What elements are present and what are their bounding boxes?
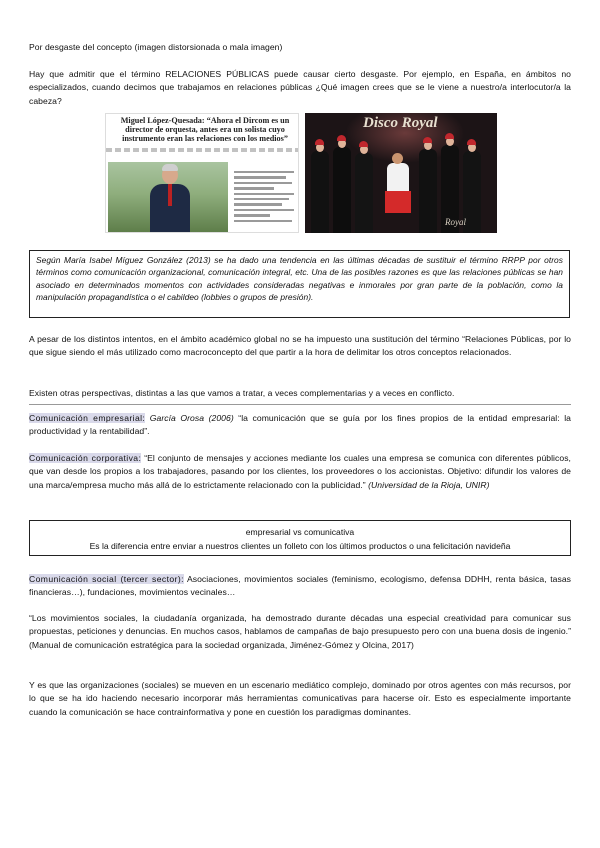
illustration-images [105,113,497,233]
final-paragraph: Y es que las organizaciones (sociales) se mueven en un escenario mediático complejo, dominado por otros agentes con más recursos, por lo que se ha ido haciendo necesario incorporar más herramientas comunicativas para hacerse oír. Esto es especialmente importante cuando la comunicación se hace contrainformativa y pone en cuestión los paradigmas dominantes. [29,680,571,717]
man-in-white-figure [383,153,413,233]
man-in-suit-figure [148,164,192,232]
corporativa-source: (Universidad de la Rioja, UNIR) [365,479,490,490]
corporativa-label: Comunicación corporativa: [29,453,142,463]
empresarial-author: García Orosa (2006) [149,413,234,423]
news-headline: Miguel López-Quesada: “Ahora el Dircom es un director de orquesta, antes era un solista cuyo instrumento eran las relaciones con los medios” [120,116,290,144]
intro-paragraph: Hay que admitir que el término RELACIONES PÚBLICAS puede causar cierto desgaste. Por ejemplo, en España, en ámbitos no especializados, cuando decimos que trabajamos en relaciones públicas ¿Qué imagen crees que se le viene a nuestro/a interlocutor/a la cabeza? [29,69,571,106]
social-definition [29,573,571,600]
comparison-text: Es la diferencia entre enviar a nuestros clientes un folleto con los últimos productos o una felicitación navideña [89,541,511,551]
social-quote: “Los movimientos sociales, la ciudadanía organizada, ha demostrado durante décadas una especial creatividad para comunicar sus propuestas, peticiones y denuncias. En muchos casos, hablamos de campañas de bajo presupuesto pero con una buena dosis de ingenio.” (Manual de comunicación estratégica para la sociedad organizada, Jiménez-Gómez y Olcina, 2017) [29,613,571,650]
divider [29,404,571,405]
academic-paragraph: A pesar de los distintos intentos, en el ámbito académico global no se ha impuesto una sustitución del término “Relaciones Públicas, por lo que sigue siendo el más utilizado como macroconcepto del que partir a la hora de delimitar los otros conceptos relacionados. [29,334,571,358]
empresarial-definition [29,412,571,439]
corporativa-text: “El conjunto de mensajes y acciones mediante los cuales una empresa se comunica con diferentes públicos, que van desde los propios a los trabajadores, pasando por los clientes, los proveedores o los accionistas. Objetivo: difundir los valores de una marca/empresa mucho más allá de lo estrictamente relacionado con la publicidad.” [29,453,571,490]
news-text-columns [234,168,296,230]
citation-box [29,250,570,318]
disco-logo: Disco Royal [363,115,438,131]
party-group-photo [305,113,497,233]
corporativa-definition [29,452,571,492]
empresarial-label: Comunicación empresarial: [29,413,146,423]
citation-text: Según María Isabel Míguez González (2013) se ha dado una tendencia en las últimas décadas de sustituir el término RRPP por otros términos como comunicación organizacional, comunicación integral, etc. Una de las posibles razones es que las relaciones públicas se han asociado en determinados momentos con actividades consideradas negativas e inmorales por gran parte de la población, como la manipulación propagandística o el cabildeo (lobbies o grupos de presión). [36,255,563,303]
social-label: Comunicación social (tercer sector): [29,574,184,584]
disco-logo-small: Royal [445,217,466,227]
social-text: Asociaciones, movimientos sociales (feminismo, ecologismo, defensa DDHH, renta básica, tasas financieras…), fundaciones, movimientos vecinales… [29,574,571,598]
comparison-box [29,520,571,556]
news-byline-bar [106,148,299,152]
empresarial-text: “la comunicación que se guía por los fines propios de la entidad empresarial: la productividad y la rentabilidad”. [29,413,572,437]
news-clipping-image [105,113,299,233]
comparison-title: empresarial vs comunicativa [245,527,355,537]
perspectives-paragraph: Existen otras perspectivas, distintas a las que vamos a tratar, a veces complementarias y a veces en conflicto. [29,388,455,398]
section-heading: Por desgaste del concepto (imagen distorsionada o mala imagen) [29,42,283,52]
